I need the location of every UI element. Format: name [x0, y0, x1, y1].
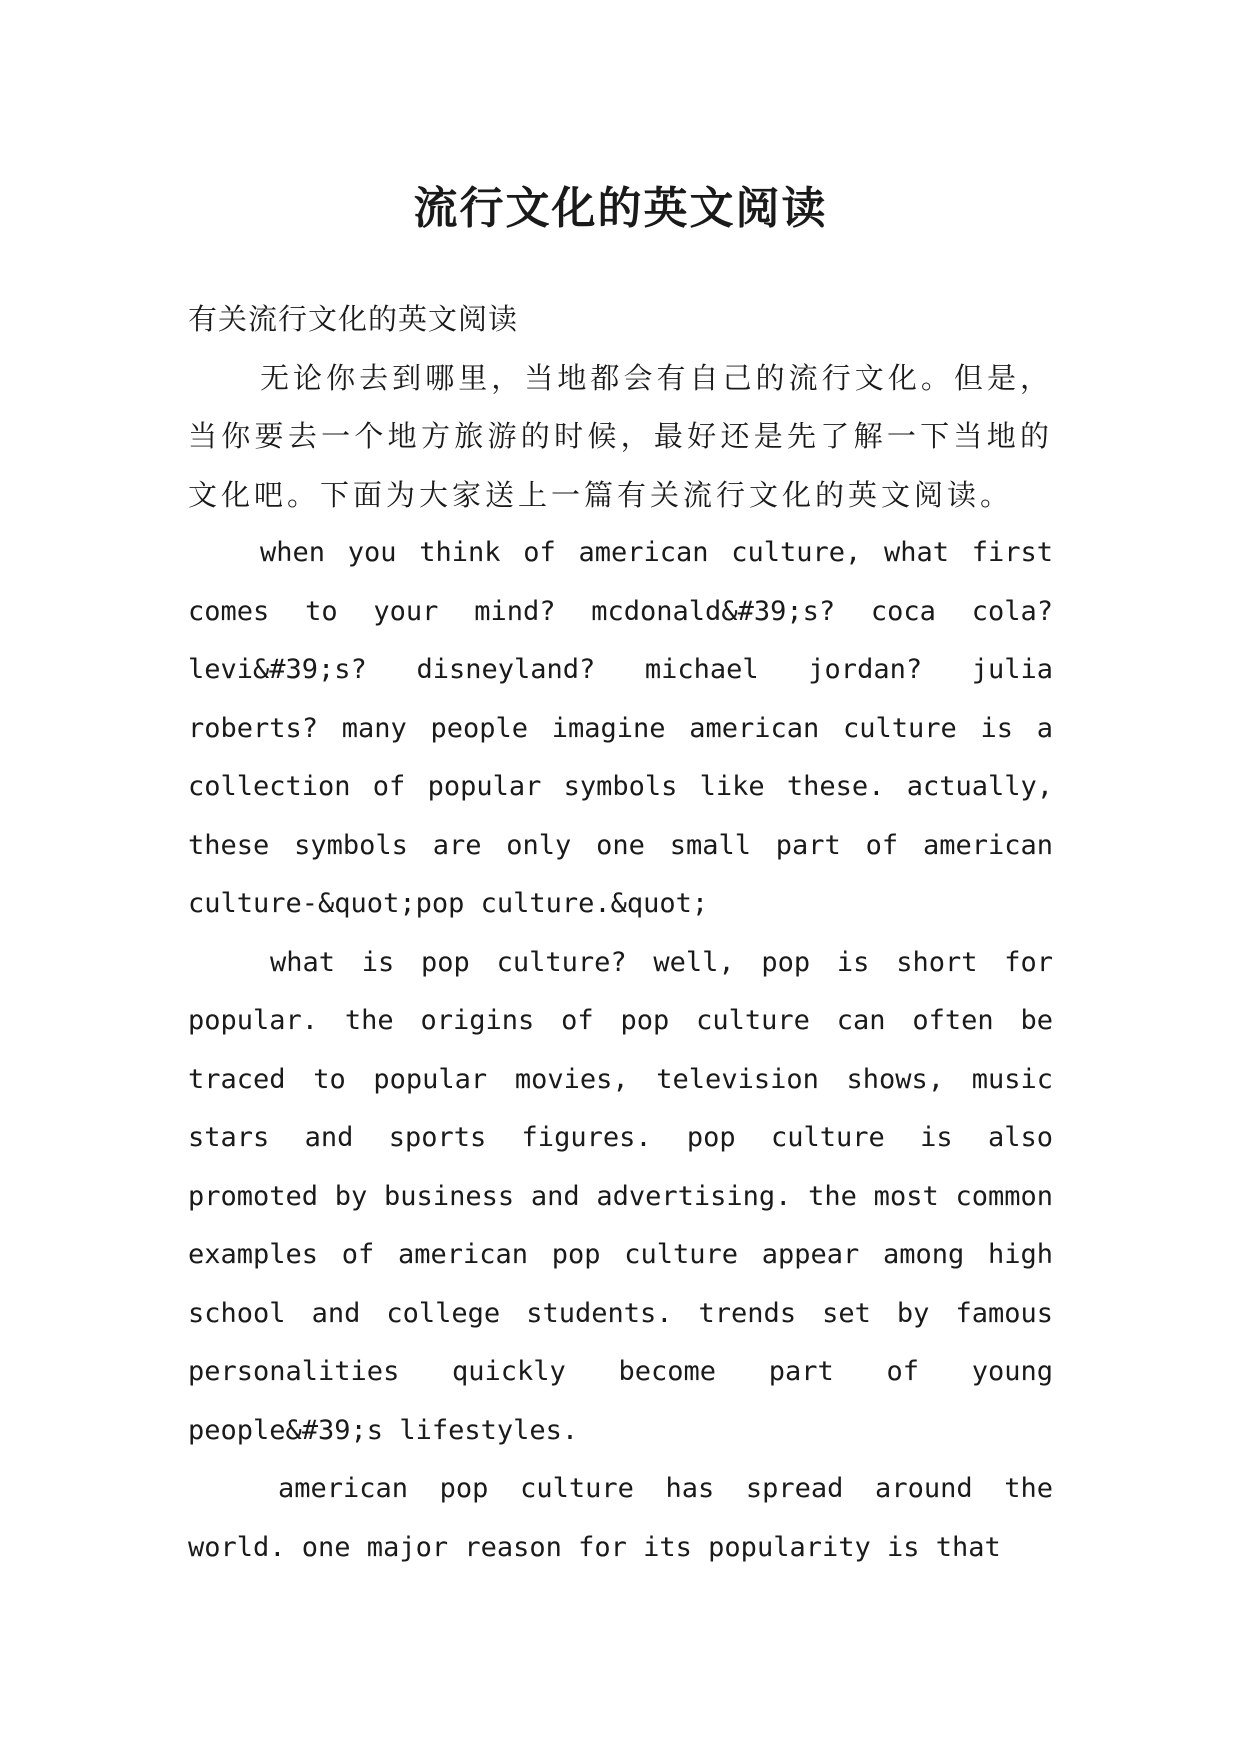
page-title: 流行文化的英文阅读 [413, 183, 828, 235]
intro-paragraph: 无论你去到哪里，当地都会有自己的流行文化。但是，当你要去一个地方旅游的时候，最好还是先了解一下当地的文化吧。下面为大家送上一篇有关流行文化的英文阅读。 [188, 360, 1053, 512]
paragraph-pop-culture-spread: american pop culture has spread around the world. one major reason for its popularity is that [188, 1473, 1053, 1563]
document-subtitle: 有关流行文化的英文阅读 [188, 302, 519, 336]
paragraph-american-culture: when you think of american culture, what first comes to your mind? mcdonald&#39;s? coca cola? levi&#39;s? disneyland? michael jordan? julia roberts? many people imagine american culture is a collection of popular symbols like these. actually, these symbols are only one small part of american culture-&quot;pop culture.&quot; [188, 537, 1053, 919]
document-body [188, 290, 1053, 1577]
paragraph-what-is-pop-culture: what is pop culture? well, pop is short for popular. the origins of pop culture can often be traced to popular movies, television shows, music stars and sports figures. pop culture is also promoted by business and advertising. the most common examples of american pop culture appear among high school and college students. trends set by famous personalities quickly become part of young people&#39;s lifestyles. [188, 946, 1053, 1446]
